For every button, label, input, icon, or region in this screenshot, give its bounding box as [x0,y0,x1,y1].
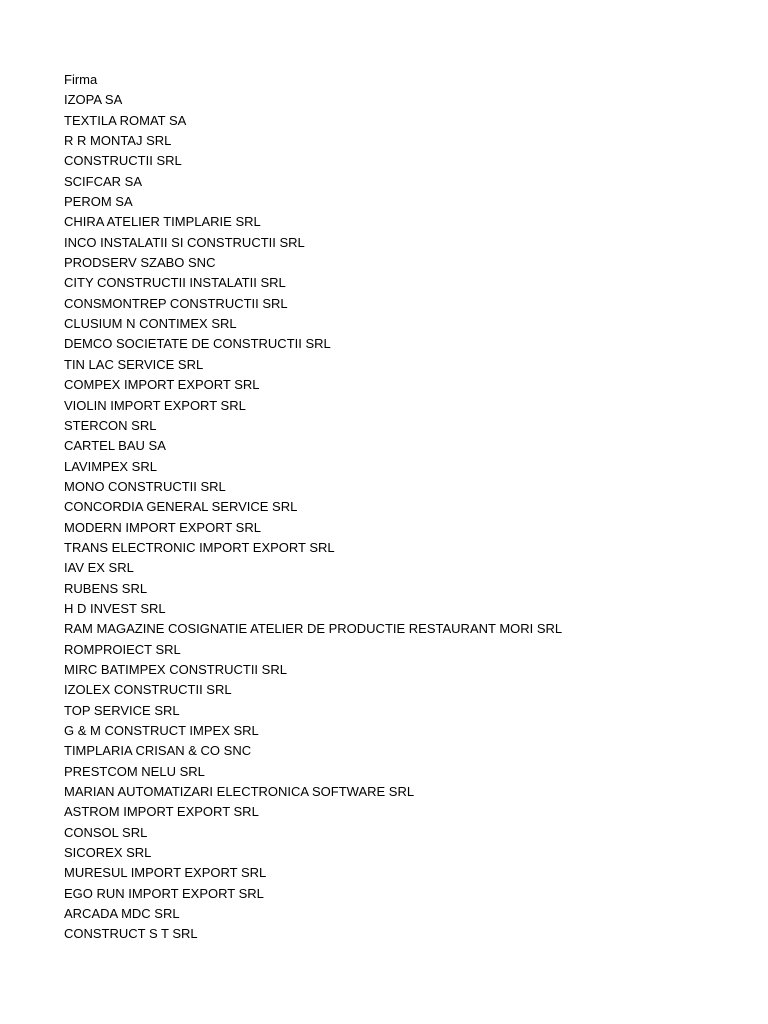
company-row: CARTEL BAU SA [64,438,166,454]
company-row: IZOLEX CONSTRUCTII SRL [64,682,232,698]
company-row: CHIRA ATELIER TIMPLARIE SRL [64,214,261,230]
company-row: MURESUL IMPORT EXPORT SRL [64,865,267,881]
company-row: INCO INSTALATII SI CONSTRUCTII SRL [64,234,305,250]
company-row: MONO CONSTRUCTII SRL [64,478,226,494]
company-row: VIOLIN IMPORT EXPORT SRL [64,397,246,413]
company-row: CONCORDIA GENERAL SERVICE SRL [64,499,298,515]
company-row: SICOREX SRL [64,845,152,861]
company-row: TRANS ELECTRONIC IMPORT EXPORT SRL [64,539,335,555]
company-row: CLUSIUM N CONTIMEX SRL [64,316,237,332]
company-row: G & M CONSTRUCT IMPEX SRL [64,723,259,738]
company-row: IAV EX SRL [64,560,134,576]
company-row: ASTROM IMPORT EXPORT SRL [64,804,259,820]
company-row: PRODSERV SZABO SNC [64,255,216,271]
company-row: PRESTCOM NELU SRL [64,763,205,779]
company-row: IZOPA SA [64,92,123,108]
company-row: MIRC BATIMPEX CONSTRUCTII SRL [64,661,287,677]
company-row: PEROM SA [64,194,133,210]
company-row: TOP SERVICE SRL [64,702,180,718]
company-row: CITY CONSTRUCTII INSTALATII SRL [64,275,286,291]
company-row: CONSOL SRL [64,824,148,840]
company-row: MODERN IMPORT EXPORT SRL [64,519,261,535]
column-header: Firma [64,72,98,87]
company-row: MARIAN AUTOMATIZARI ELECTRONICA SOFTWARE SRL [64,784,415,800]
company-row: EGO RUN IMPORT EXPORT SRL [64,885,264,901]
company-row: TIN LAC SERVICE SRL [64,356,204,372]
company-row: ROMPROIECT SRL [64,641,181,657]
company-row: TEXTILA ROMAT SA [64,112,187,128]
company-list [64,70,562,945]
company-row: R R MONTAJ SRL [64,133,172,149]
company-row: TIMPLARIA CRISAN & CO SNC [64,743,252,759]
company-row: CONSTRUCT S T SRL [64,926,198,942]
company-row: RUBENS SRL [64,580,148,596]
company-row: CONSMONTREP CONSTRUCTII SRL [64,295,288,311]
company-row: SCIFCAR SA [64,173,143,189]
company-row: DEMCO SOCIETATE DE CONSTRUCTII SRL [64,336,331,352]
company-row: ARCADA MDC SRL [64,906,180,922]
company-row: STERCON SRL [64,417,157,433]
company-row: COMPEX IMPORT EXPORT SRL [64,377,260,393]
company-row: CONSTRUCTII SRL [64,153,182,169]
company-row: RAM MAGAZINE COSIGNATIE ATELIER DE PRODUCTIE RESTAURANT MORI SRL [64,621,563,637]
company-row: LAVIMPEX SRL [64,458,157,474]
company-row: H D INVEST SRL [64,600,166,616]
